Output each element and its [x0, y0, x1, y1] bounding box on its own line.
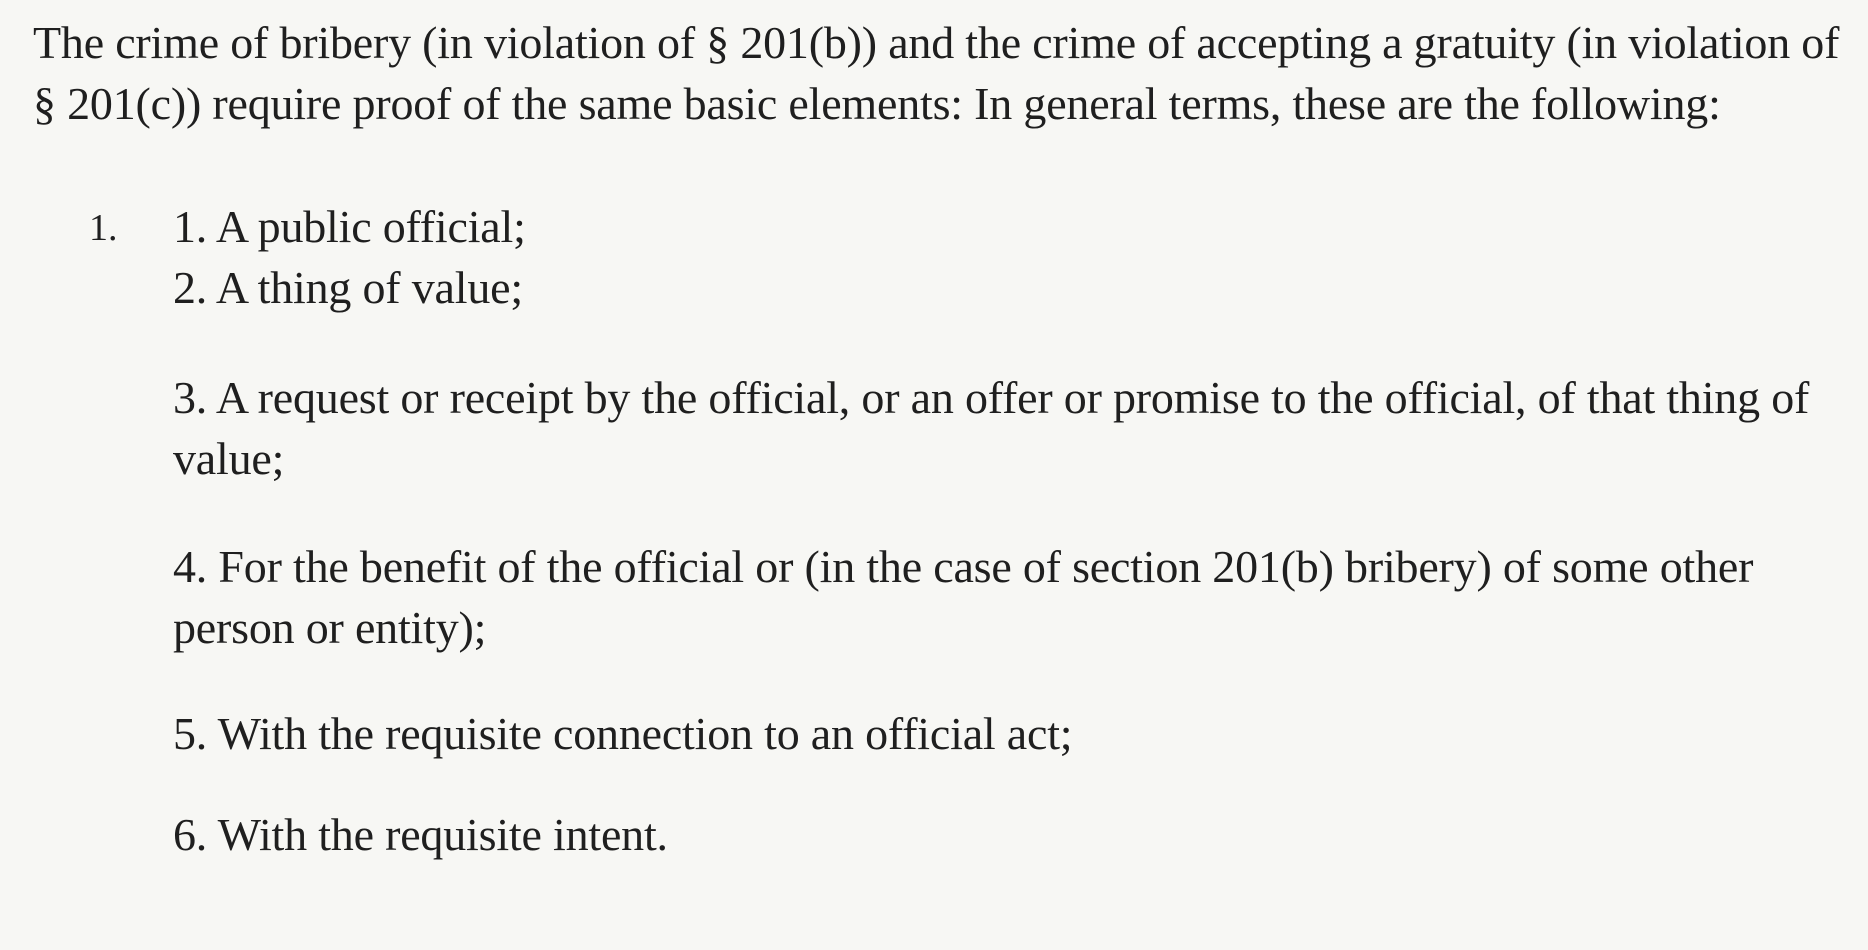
elements-list — [173, 196, 1858, 865]
list-item: 5. With the requisite connection to an official act; — [173, 708, 1073, 759]
list-item: 2. A thing of value; — [173, 262, 523, 313]
list-item: 4. For the benefit of the official or (in the case of section 201(b) bribery) of some other person or entity); — [173, 541, 1754, 653]
intro-paragraph: The crime of bribery (in violation of § 201(b)) and the crime of accepting a gratuity (in violation of § 201(c)) require proof of the same basic elements: In general terms, these are the following: — [33, 17, 1840, 129]
list-item: 6. With the requisite intent. — [173, 809, 668, 860]
list-item: 3. A request or receipt by the official, or an offer or promise to the official, of that thing of value; — [173, 372, 1810, 484]
elements-list-wrapper — [89, 196, 1858, 865]
list-marker: 1. — [89, 207, 118, 249]
list-item: 1. A public official; — [173, 201, 526, 252]
